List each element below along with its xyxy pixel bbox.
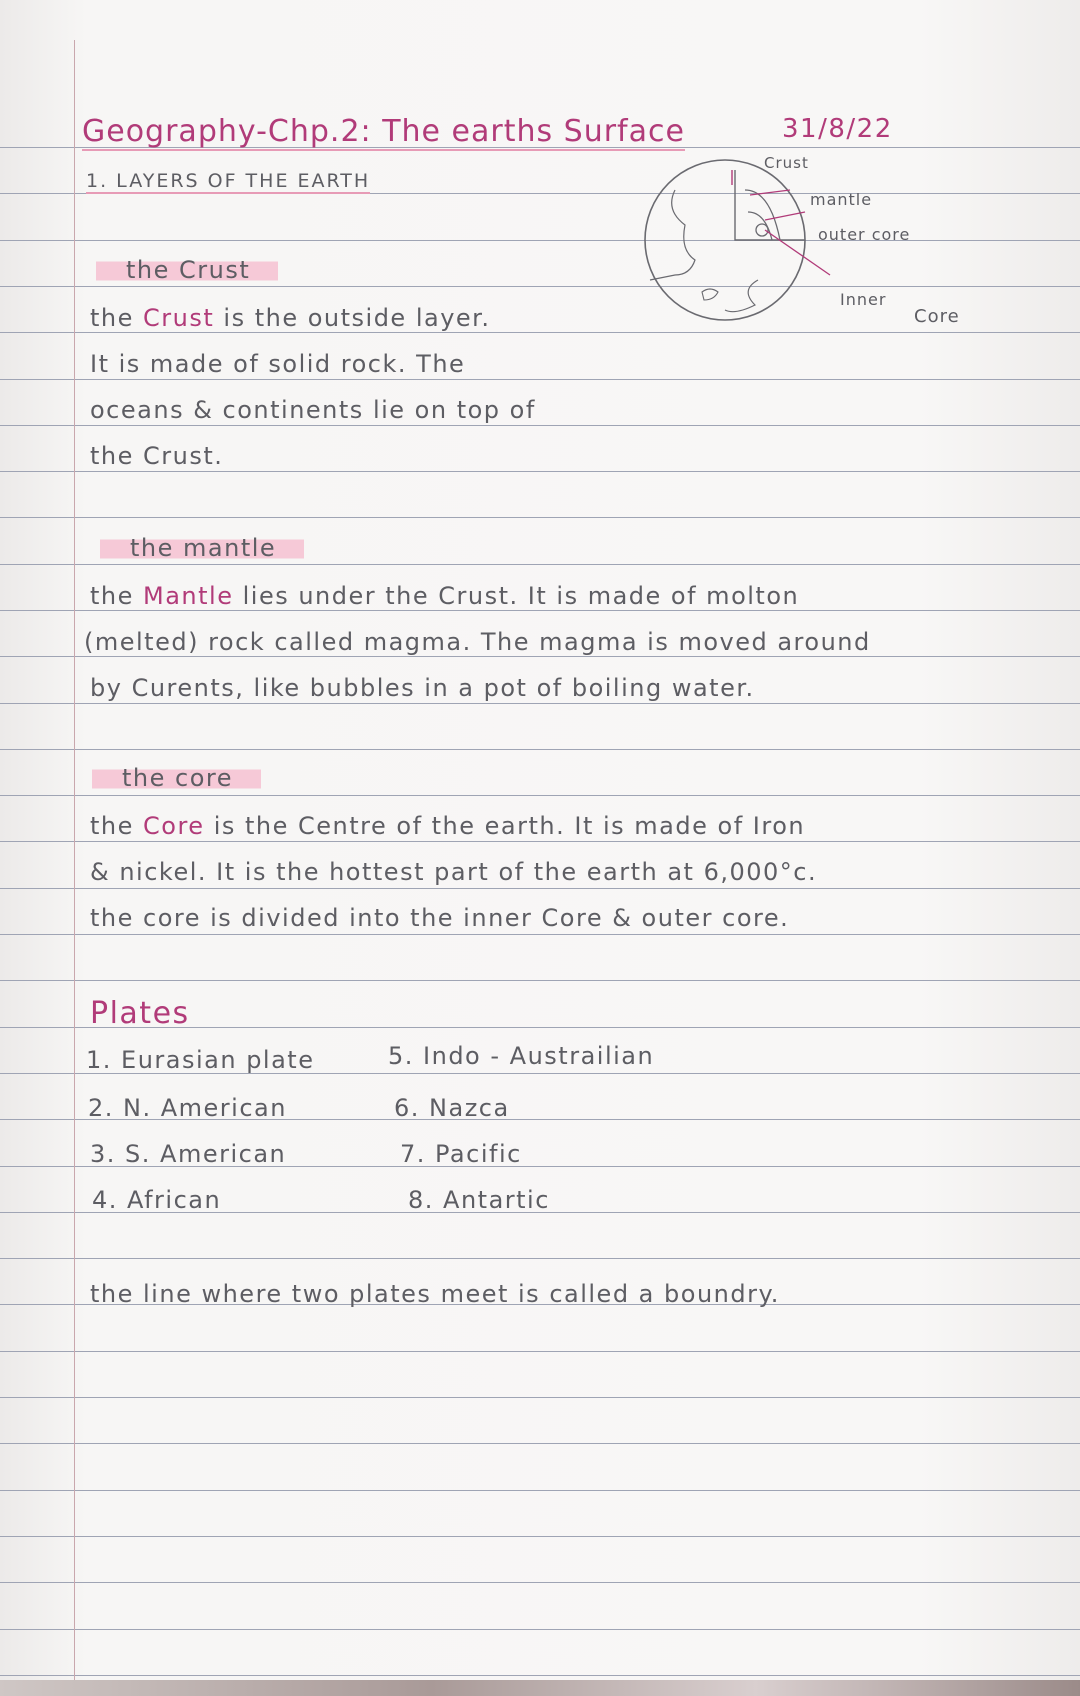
crust-wedge bbox=[735, 170, 805, 240]
continent-right bbox=[725, 280, 758, 312]
ruled-line bbox=[0, 888, 1080, 889]
continent-left bbox=[650, 190, 695, 280]
core-keyword: Core bbox=[143, 812, 205, 840]
plate-item: 6. Nazca bbox=[394, 1094, 510, 1122]
ruled-line bbox=[0, 1582, 1080, 1583]
plate-item: 4. African bbox=[92, 1186, 222, 1214]
crust-line-4: the Crust. bbox=[90, 442, 224, 470]
mantle-arc bbox=[745, 190, 780, 240]
page-date: 31/8/22 bbox=[782, 114, 893, 144]
ruled-line bbox=[0, 980, 1080, 981]
ruled-line bbox=[0, 1351, 1080, 1352]
core-line-2: & nickel. It is the hottest part of the earth at 6,000°c. bbox=[90, 858, 818, 886]
plate-item: 8. Antartic bbox=[408, 1186, 550, 1214]
ruled-line bbox=[0, 517, 1080, 518]
page-title: Geography-Chp.2: The earths Surface bbox=[82, 114, 685, 149]
earth-layers-diagram bbox=[640, 150, 970, 380]
core-line-3: the core is divided into the inner Core & outer core. bbox=[90, 904, 790, 932]
ruled-line bbox=[0, 1536, 1080, 1537]
plate-item: 3. S. American bbox=[90, 1140, 287, 1168]
crust-line-1: the Crust is the outside layer. bbox=[90, 304, 491, 332]
label-outer-core: outer core bbox=[818, 225, 911, 244]
margin-line bbox=[74, 40, 75, 1696]
ruled-line bbox=[0, 1258, 1080, 1259]
plate-item: 7. Pacific bbox=[400, 1140, 522, 1168]
mantle-keyword: Mantle bbox=[143, 582, 234, 610]
section-heading: 1. LAYERS OF THE EARTH bbox=[86, 170, 371, 192]
crust-heading: the Crust bbox=[96, 256, 278, 284]
crust-keyword: Crust bbox=[143, 304, 215, 332]
ruled-line bbox=[0, 1397, 1080, 1398]
plate-item: 2. N. American bbox=[88, 1094, 287, 1122]
boundary-sentence: the line where two plates meet is called a boundry. bbox=[90, 1280, 780, 1308]
ruled-line bbox=[0, 425, 1080, 426]
page-bottom-edge bbox=[0, 1680, 1080, 1696]
core-line-1: the Core is the Centre of the earth. It is made of Iron bbox=[90, 812, 806, 840]
ruled-line bbox=[0, 564, 1080, 565]
ruled-line bbox=[0, 841, 1080, 842]
label-crust: Crust bbox=[764, 154, 809, 172]
ruled-line bbox=[0, 703, 1080, 704]
ruled-line bbox=[0, 934, 1080, 935]
ruled-line bbox=[0, 610, 1080, 611]
ruled-line bbox=[0, 1675, 1080, 1676]
plate-item: 1. Eurasian plate bbox=[86, 1046, 315, 1074]
plates-heading: Plates bbox=[90, 996, 190, 1031]
ruled-line bbox=[0, 471, 1080, 472]
label-inner: Inner bbox=[840, 290, 887, 309]
core-heading: the core bbox=[92, 764, 261, 792]
inner-core-circle bbox=[756, 224, 768, 236]
label-core: Core bbox=[914, 306, 960, 327]
plate-item: 5. Indo - Austrailian bbox=[388, 1042, 655, 1070]
crust-line-3: oceans & continents lie on top of bbox=[90, 396, 536, 424]
ruled-line bbox=[0, 749, 1080, 750]
ruled-line bbox=[0, 1629, 1080, 1630]
mantle-line-2: (melted) rock called magma. The magma is moved around bbox=[84, 628, 871, 656]
outer-core-pointer bbox=[765, 212, 805, 220]
ruled-line bbox=[0, 795, 1080, 796]
mantle-heading: the mantle bbox=[100, 534, 304, 562]
label-mantle: mantle bbox=[810, 190, 873, 209]
island bbox=[702, 289, 718, 300]
crust-line-2: It is made of solid rock. The bbox=[90, 350, 466, 378]
mantle-line-1: the Mantle lies under the Crust. It is made of molton bbox=[90, 582, 800, 610]
mantle-line-3: by Curents, like bubbles in a pot of boiling water. bbox=[90, 674, 755, 702]
ruled-line bbox=[0, 1443, 1080, 1444]
ruled-line bbox=[0, 656, 1080, 657]
ruled-line bbox=[0, 1490, 1080, 1491]
